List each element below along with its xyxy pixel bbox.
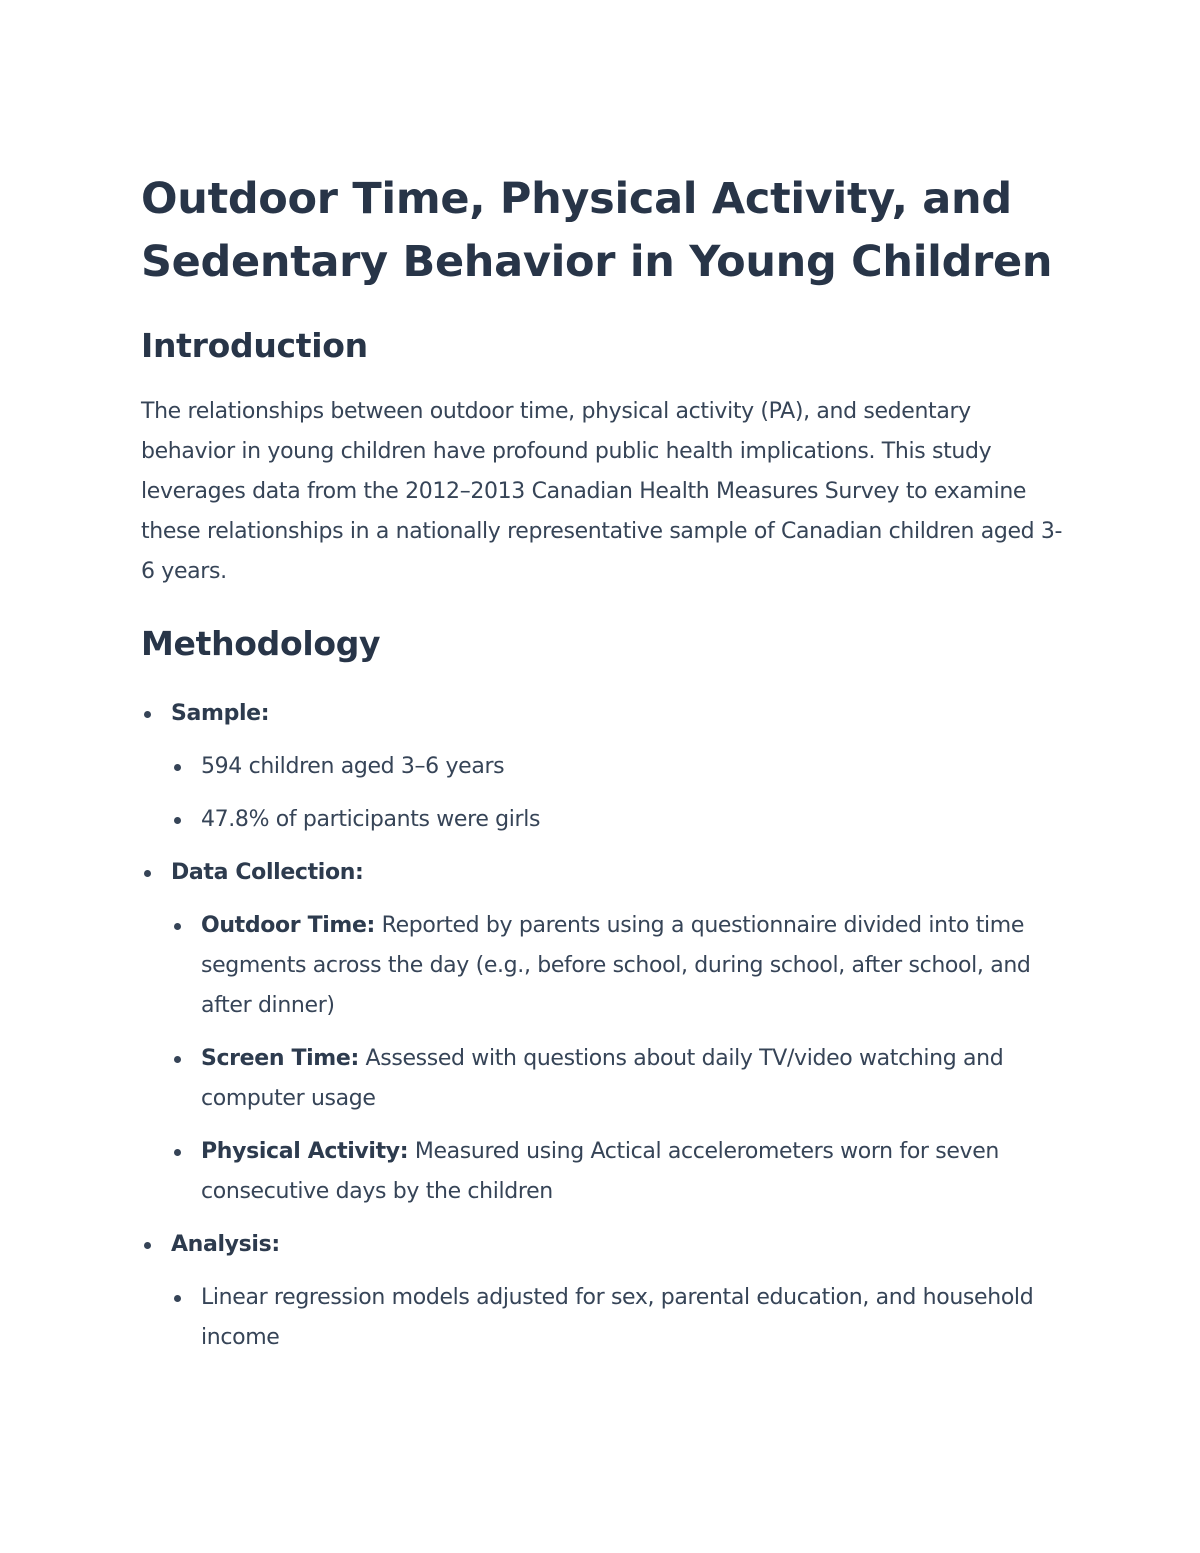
list-item	[171, 800, 1071, 840]
bullet-icon	[144, 1242, 151, 1249]
analysis-sublist	[171, 1278, 1071, 1358]
physical-activity-text: Measured using Actical accelerometers worn for seven consecutive days by the children	[201, 1139, 1000, 1204]
sample-item-text: 594 children aged 3–6 years	[201, 754, 505, 779]
bullet-icon	[174, 1056, 181, 1063]
methodology-heading: Methodology	[141, 624, 381, 663]
list-item-sample	[141, 694, 1071, 840]
sample-item-text: 47.8% of participants were girls	[201, 807, 541, 832]
data-collection-label: Data Collection:	[171, 860, 364, 885]
list-item	[171, 747, 1071, 787]
bullet-icon	[144, 870, 151, 877]
outdoor-time-label: Outdoor Time:	[201, 913, 376, 938]
sample-sublist	[171, 747, 1071, 840]
analysis-item-text: Linear regression models adjusted for sex, parental education, and household income	[201, 1285, 1034, 1350]
bullet-icon	[174, 923, 181, 930]
list-item-analysis	[141, 1225, 1071, 1358]
title-line-1: Outdoor Time, Physical Activity, and	[141, 174, 1012, 224]
introduction-paragraph: The relationships between outdoor time, physical activity (PA), and sedentary behavior in young children have profound public health implications. This study leverages data from the 2012–2013 Canadian Health Measures Survey to examine these relationships in a nationally representative sample of Canadian children aged 3-6 years.	[141, 399, 1063, 584]
list-item	[171, 1039, 1071, 1119]
list-item	[171, 1132, 1071, 1212]
document-page	[141, 168, 1071, 1371]
list-item	[171, 1278, 1071, 1358]
physical-activity-label: Physical Activity:	[201, 1139, 409, 1164]
document-title	[141, 168, 1071, 294]
bullet-icon	[174, 817, 181, 824]
title-line-2: Sedentary Behavior in Young Children	[141, 237, 1053, 287]
data-collection-sublist	[171, 906, 1071, 1212]
bullet-icon	[174, 1295, 181, 1302]
outdoor-time-text: Reported by parents using a questionnaire divided into time segments across the day (e.g., before school, during school, after school, and after dinner)	[201, 913, 1031, 1018]
introduction-heading: Introduction	[141, 326, 368, 365]
list-item	[171, 906, 1071, 1026]
analysis-label: Analysis:	[171, 1232, 280, 1257]
screen-time-label: Screen Time:	[201, 1046, 359, 1071]
sample-label: Sample:	[171, 701, 270, 726]
list-item-data-collection	[141, 853, 1071, 1212]
screen-time-text: Assessed with questions about daily TV/video watching and computer usage	[201, 1046, 1004, 1111]
bullet-icon	[144, 711, 151, 718]
bullet-icon	[174, 764, 181, 771]
bullet-icon	[174, 1149, 181, 1156]
methodology-list	[141, 694, 1071, 1358]
